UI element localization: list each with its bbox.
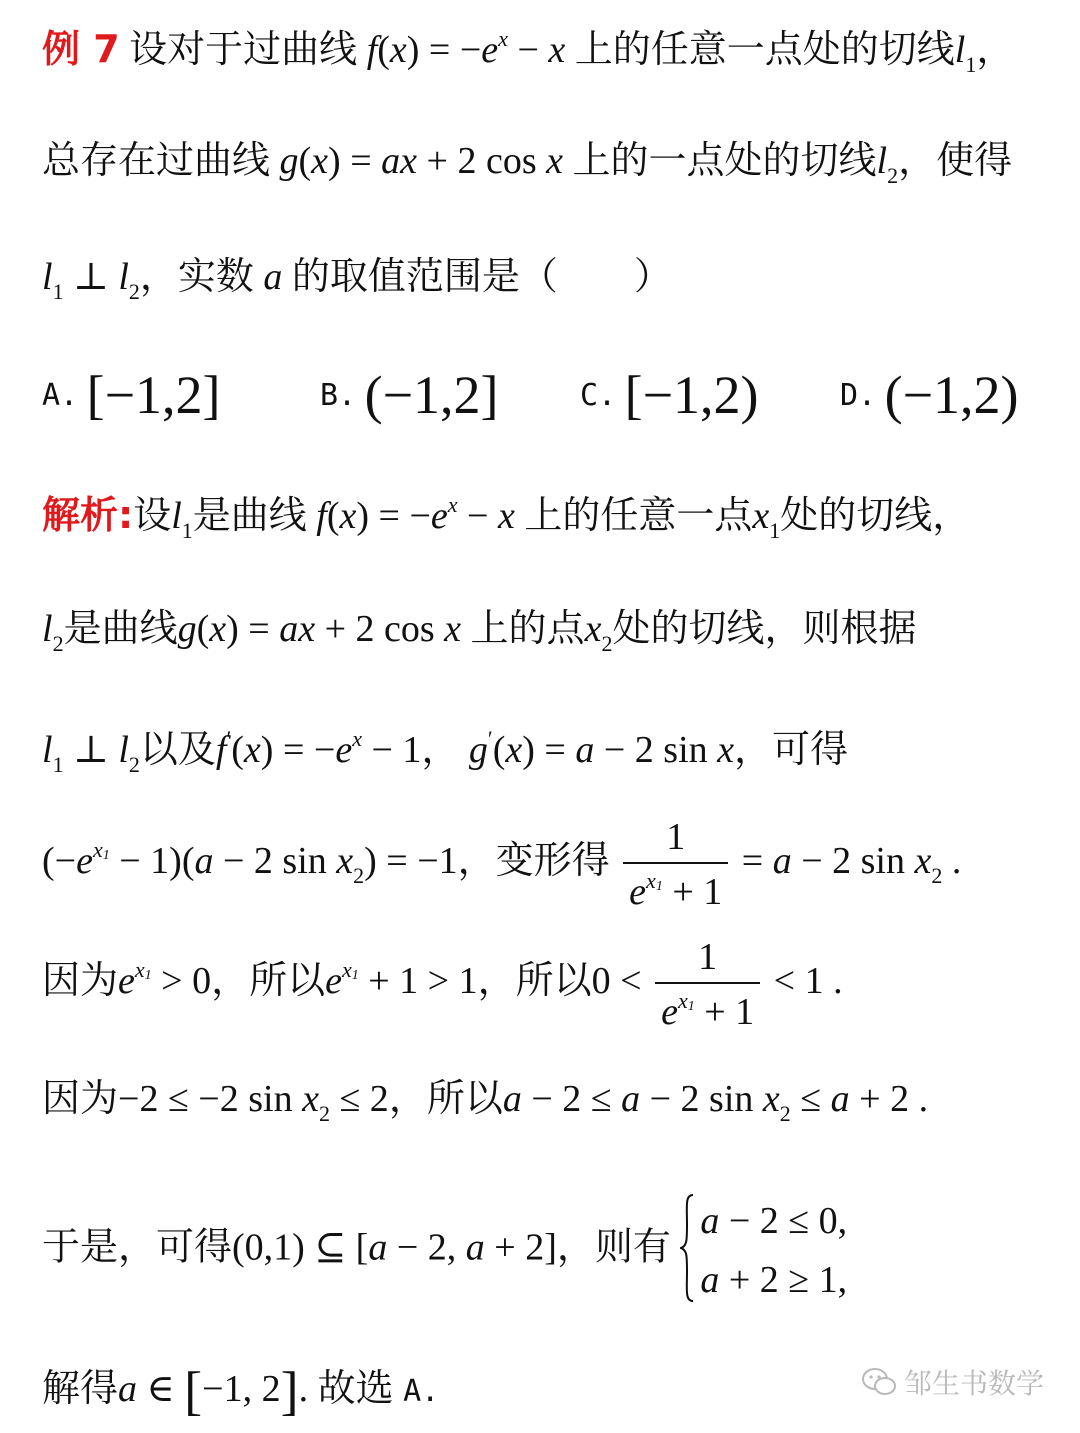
formula-g: g(x) = ax + 2 cos x — [279, 140, 563, 182]
watermark — [862, 1362, 1044, 1402]
problem-line-1: 例 7 设对于过曲线 $f(x) = -e^x - x$ 上的任意一点处的切线$l_1$， — [42, 26, 1015, 77]
solution-line-7: 于是，可得(0,1) ⊆ [a − 2, a + 2]，则有 a − 2 ≤ 0, a + 2 ≥ 1, — [42, 1192, 847, 1310]
left-brace — [680, 1194, 694, 1302]
solution-line-5: 因为$e^{x1} > 0$，所以$e^{x1} + 1 > 1$，所以0 < $\frac{1}{e^{x1} + 1}$ < 1 . — [42, 936, 843, 1033]
solution-line-4: $(-e^{x1} - 1)(a - 2$ $\sin x_2) = -1$，变形得 $\frac{1}{e^{x1} + 1}$ = a − 2 $\sin x_2$ . — [42, 816, 962, 913]
problem-line-3: $l_1$ ⊥ $l_2$，实数 a 的取值范围是（ ） — [42, 256, 672, 304]
option-b: B. (−1,2] — [320, 365, 499, 425]
option-a: A. [−1,2] — [42, 365, 221, 425]
formula-f: $f(x) = -e^x - x$ — [366, 26, 566, 71]
fraction-2: $\frac{1}{e^{x1} + 1}$ — [655, 938, 760, 1031]
solution-line-1: 解析:设$l_1$是曲线 $f(x) = -e^x - x$ 上的任意一点$x_1$处的切线， — [42, 492, 971, 543]
solution-line-6: 因为−2 ≤ −2 $\sin x_2 \le 2$，所以a − 2 ≤ a − 2 $\sin x_2 \le a + 2$ . — [42, 1078, 929, 1126]
fraction-1: $\frac{1}{e^{x1} + 1}$ — [623, 818, 728, 911]
example-label: 例 7 — [42, 27, 120, 71]
inequality-system: a − 2 ≤ 0, a + 2 ≥ 1, — [680, 1192, 847, 1310]
problem-line-2: 总存在过曲线 g(x) = ax + 2 cos x 上的一点处的切线$l_2$，使得 — [42, 140, 1013, 188]
watermark-text: 邹生书数学 — [903, 1367, 1044, 1400]
solution-label: 解析: — [42, 493, 134, 537]
solution-line-3: $l_1$ ⊥ $l_2$以及$f'(x) = -e^x - 1$， g′(x) = a − 2 sin x，可得 — [42, 726, 849, 777]
wechat-icon — [862, 1367, 896, 1397]
solution-line-2: $l_2$是曲线g(x) = ax + 2 cos x 上的点$x_2$处的切线，则根据 — [42, 608, 917, 656]
option-c: C. [−1,2) — [580, 365, 759, 425]
solution-line-8: 解得a ∈ [−1, 2]. 故选 A. — [42, 1361, 440, 1421]
option-d: D. (−1,2) — [840, 365, 1019, 425]
